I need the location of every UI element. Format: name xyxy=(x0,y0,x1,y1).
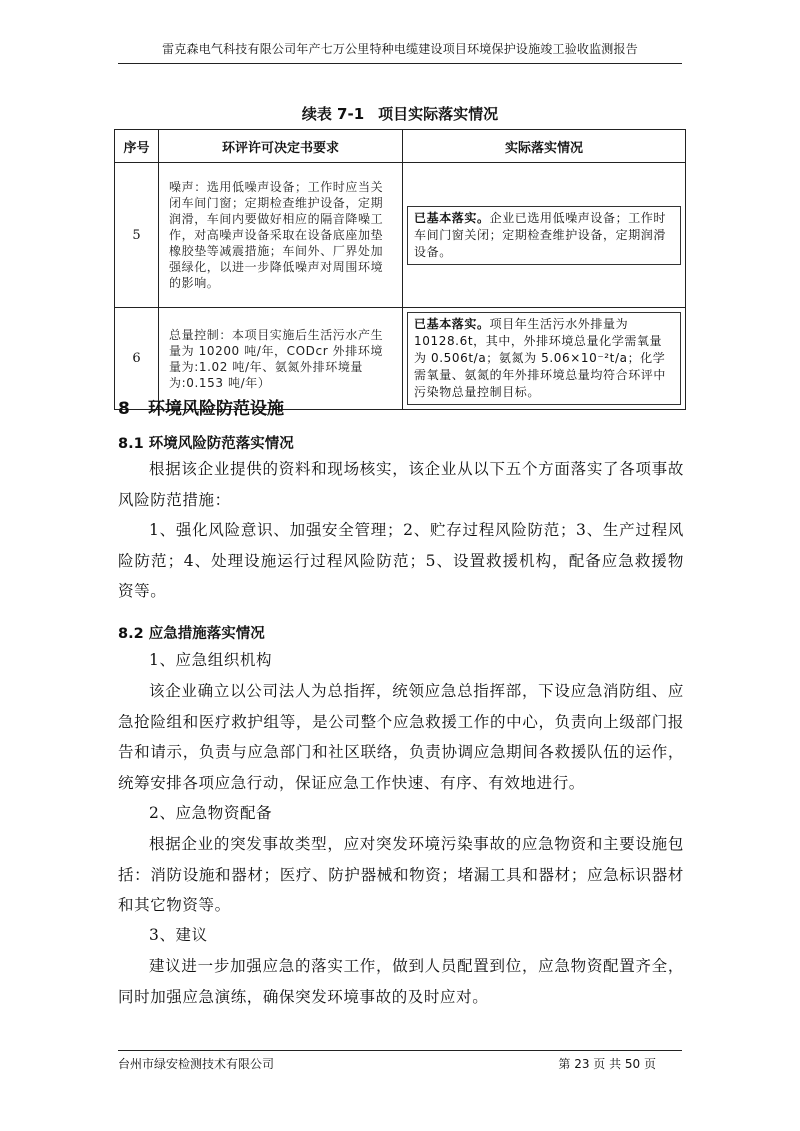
footer-company: 台州市绿安检测技术有限公司 xyxy=(118,1057,275,1071)
header-implementation: 实际落实情况 xyxy=(403,130,686,163)
row-requirement: 总量控制：本项目实施后生活污水产生量为 10200 吨/年，CODcr 外排环境量为:1.02 吨/年、氨氮外排环境量为:0.153 吨/年） xyxy=(159,308,403,410)
page-number: 第 23 页 共 50 页 xyxy=(558,1057,656,1071)
header-seq: 序号 xyxy=(115,130,159,163)
table-header-row xyxy=(115,130,686,163)
paragraph: 1、强化风险意识、加强安全管理；2、贮存过程风险防范；3、生产过程风险防范；4、处理设施运行过程风险防范；5、设置救援机构，配备应急救援物资等。 xyxy=(118,521,684,600)
row-implementation-cell xyxy=(403,163,686,308)
list-heading: 3、建议 xyxy=(149,926,208,944)
row-implementation xyxy=(407,312,681,405)
section-title: 环境风险防范设施 xyxy=(148,399,284,419)
paragraph: 该企业确立以公司法人为总指挥，统领应急总指挥部，下设应急消防组、应急抢险组和医疗救护组等，是公司整个应急救援工作的中心，负责向上级部门报告和请示，负责与应急部门和社区联络，负责协调应急期间各救援队伍的运作，统筹安排各项应急行动，保证应急工作快速、有序、有效地进行。 xyxy=(118,682,684,792)
subsection-heading-8-2: 8.2 应急措施落实情况 xyxy=(118,626,265,642)
paragraph: 根据该企业提供的资料和现场核实，该企业从以下五个方面落实了各项事故风险防范措施： xyxy=(118,460,684,509)
row-seq: 5 xyxy=(115,163,159,308)
header-requirement: 环评许可决定书要求 xyxy=(159,130,403,163)
page-header: 雷克森电气科技有限公司年产七万公里特种电缆建设项目环境保护设施竣工验收监测报告 xyxy=(118,40,682,64)
table-number: 续表 7-1 xyxy=(301,105,365,123)
implementation-text: 企业已选用低噪声设备；工作时车间门窗关闭；定期检查维护设备，定期润滑设备。 xyxy=(414,210,667,259)
implementation-table xyxy=(114,129,686,410)
section-heading xyxy=(118,394,284,419)
page-footer xyxy=(118,1050,682,1072)
table-title xyxy=(0,103,800,124)
list-heading: 1、应急组织机构 xyxy=(149,651,273,669)
row-seq: 6 xyxy=(115,308,159,410)
status-label: 已基本落实。 xyxy=(414,317,490,331)
row-requirement: 噪声：选用低噪声设备；工作时应当关闭车间门窗；定期检查维护设备，定期润滑，车间内要做好相应的隔音降噪工作，对高噪声设备采取在设备底座加垫橡胶垫等减震措施；车间外、厂界处加强绿化，以进一步降低噪声对周围环境的影响。 xyxy=(159,163,403,308)
table-caption: 项目实际落实情况 xyxy=(378,105,499,123)
paragraph: 建议进一步加强应急的落实工作，做到人员配置到位，应急物资配置齐全，同时加强应急演练，确保突发环境事故的及时应对。 xyxy=(118,957,684,1006)
row-implementation xyxy=(407,206,681,265)
section-number: 8 xyxy=(118,399,130,419)
subsection-heading-8-1: 8.1 环境风险防范落实情况 xyxy=(118,436,294,452)
row-implementation-cell xyxy=(403,308,686,410)
table-row xyxy=(115,163,686,308)
paragraph: 根据企业的突发事故类型，应对突发环境污染事故的应急物资和主要设施包括：消防设施和器材；医疗、防护器械和物资；堵漏工具和器材；应急标识器材和其它物资等。 xyxy=(118,835,684,914)
implementation-text: 项目年生活污水外排量为10128.6t，其中，外排环境总量化学需氧量为 0.506t/a；氨氮为 5.06×10⁻²t/a；化学需氧量、氨氮的年外排环境总量均符合环评中污染物总量控制目标。 xyxy=(414,317,667,399)
status-label: 已基本落实。 xyxy=(414,210,490,225)
list-heading: 2、应急物资配备 xyxy=(149,804,273,822)
